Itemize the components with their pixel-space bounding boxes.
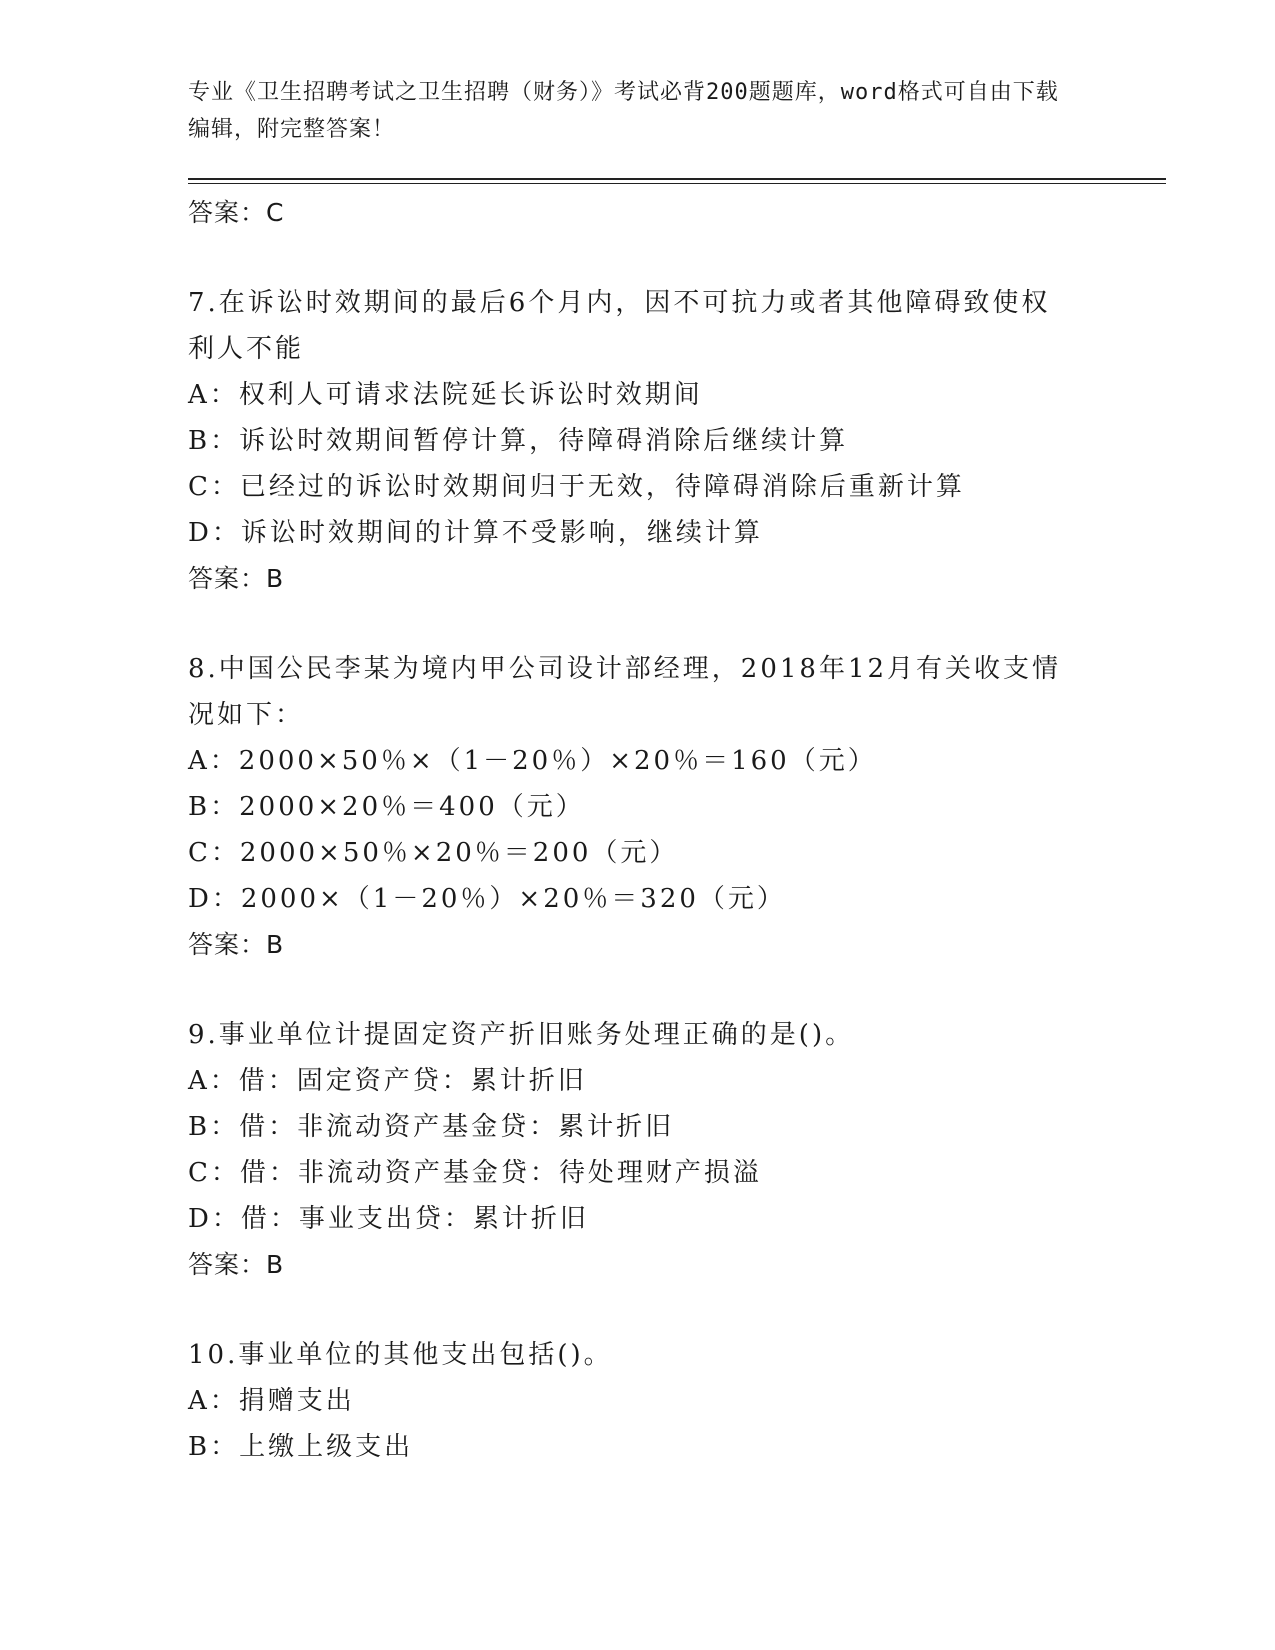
option-a: A：2000×50％×（1－20％）×20％＝160（元） [188,746,877,776]
header-rule-thick [188,178,1166,180]
option-a: A：权利人可请求法院延长诉讼时效期间 [188,380,703,410]
answer-line: 答案：B [188,1250,285,1279]
option-c: C：已经过的诉讼时效期间归于无效，待障碍消除后重新计算 [188,472,965,502]
question-list [188,190,1148,1470]
question-stem: 7.在诉讼时效期间的最后6个月内，因不可抗力或者其他障碍致使权利人不能 [188,288,1051,364]
spacer [188,236,1148,280]
option-d: D：借：事业支出贷：累计折旧 [188,1204,589,1234]
option-b: B：借：非流动资产基金贷：累计折旧 [188,1112,675,1142]
option-d: D：诉讼时效期间的计算不受影响，继续计算 [188,518,763,548]
answer-line: 答案：B [188,930,285,959]
option-b: B：2000×20％＝400（元） [188,792,585,822]
question-stem: 8.中国公民李某为境内甲公司设计部经理，2018年12月有关收支情况如下： [188,654,1062,730]
option-c: C：借：非流动资产基金贷：待处理财产损溢 [188,1158,762,1188]
question-stem: 9.事业单位计提固定资产折旧账务处理正确的是()。 [188,1020,855,1050]
spacer [188,1288,1148,1332]
header-rule-thin [188,183,1166,184]
answer-line: 答案：C [188,198,285,227]
option-b: B：诉讼时效期间暂停计算，待障碍消除后继续计算 [188,426,849,456]
option-b: B：上缴上级支出 [188,1432,414,1462]
spacer [188,602,1148,646]
option-a: A：借：固定资产贷：累计折旧 [188,1066,587,1096]
question-stem: 10.事业单位的其他支出包括()。 [188,1340,613,1370]
document-header: 专业《卫生招聘考试之卫生招聘（财务）》考试必背200题题库，word格式可自由下载编辑，附完整答案！ [188,80,1059,142]
option-d: D：2000×（1－20％）×20％＝320（元） [188,884,786,914]
spacer [188,968,1148,1012]
option-a: A：捐赠支出 [188,1386,355,1416]
option-c: C：2000×50％×20％＝200（元） [188,838,679,868]
answer-line: 答案：B [188,564,285,593]
